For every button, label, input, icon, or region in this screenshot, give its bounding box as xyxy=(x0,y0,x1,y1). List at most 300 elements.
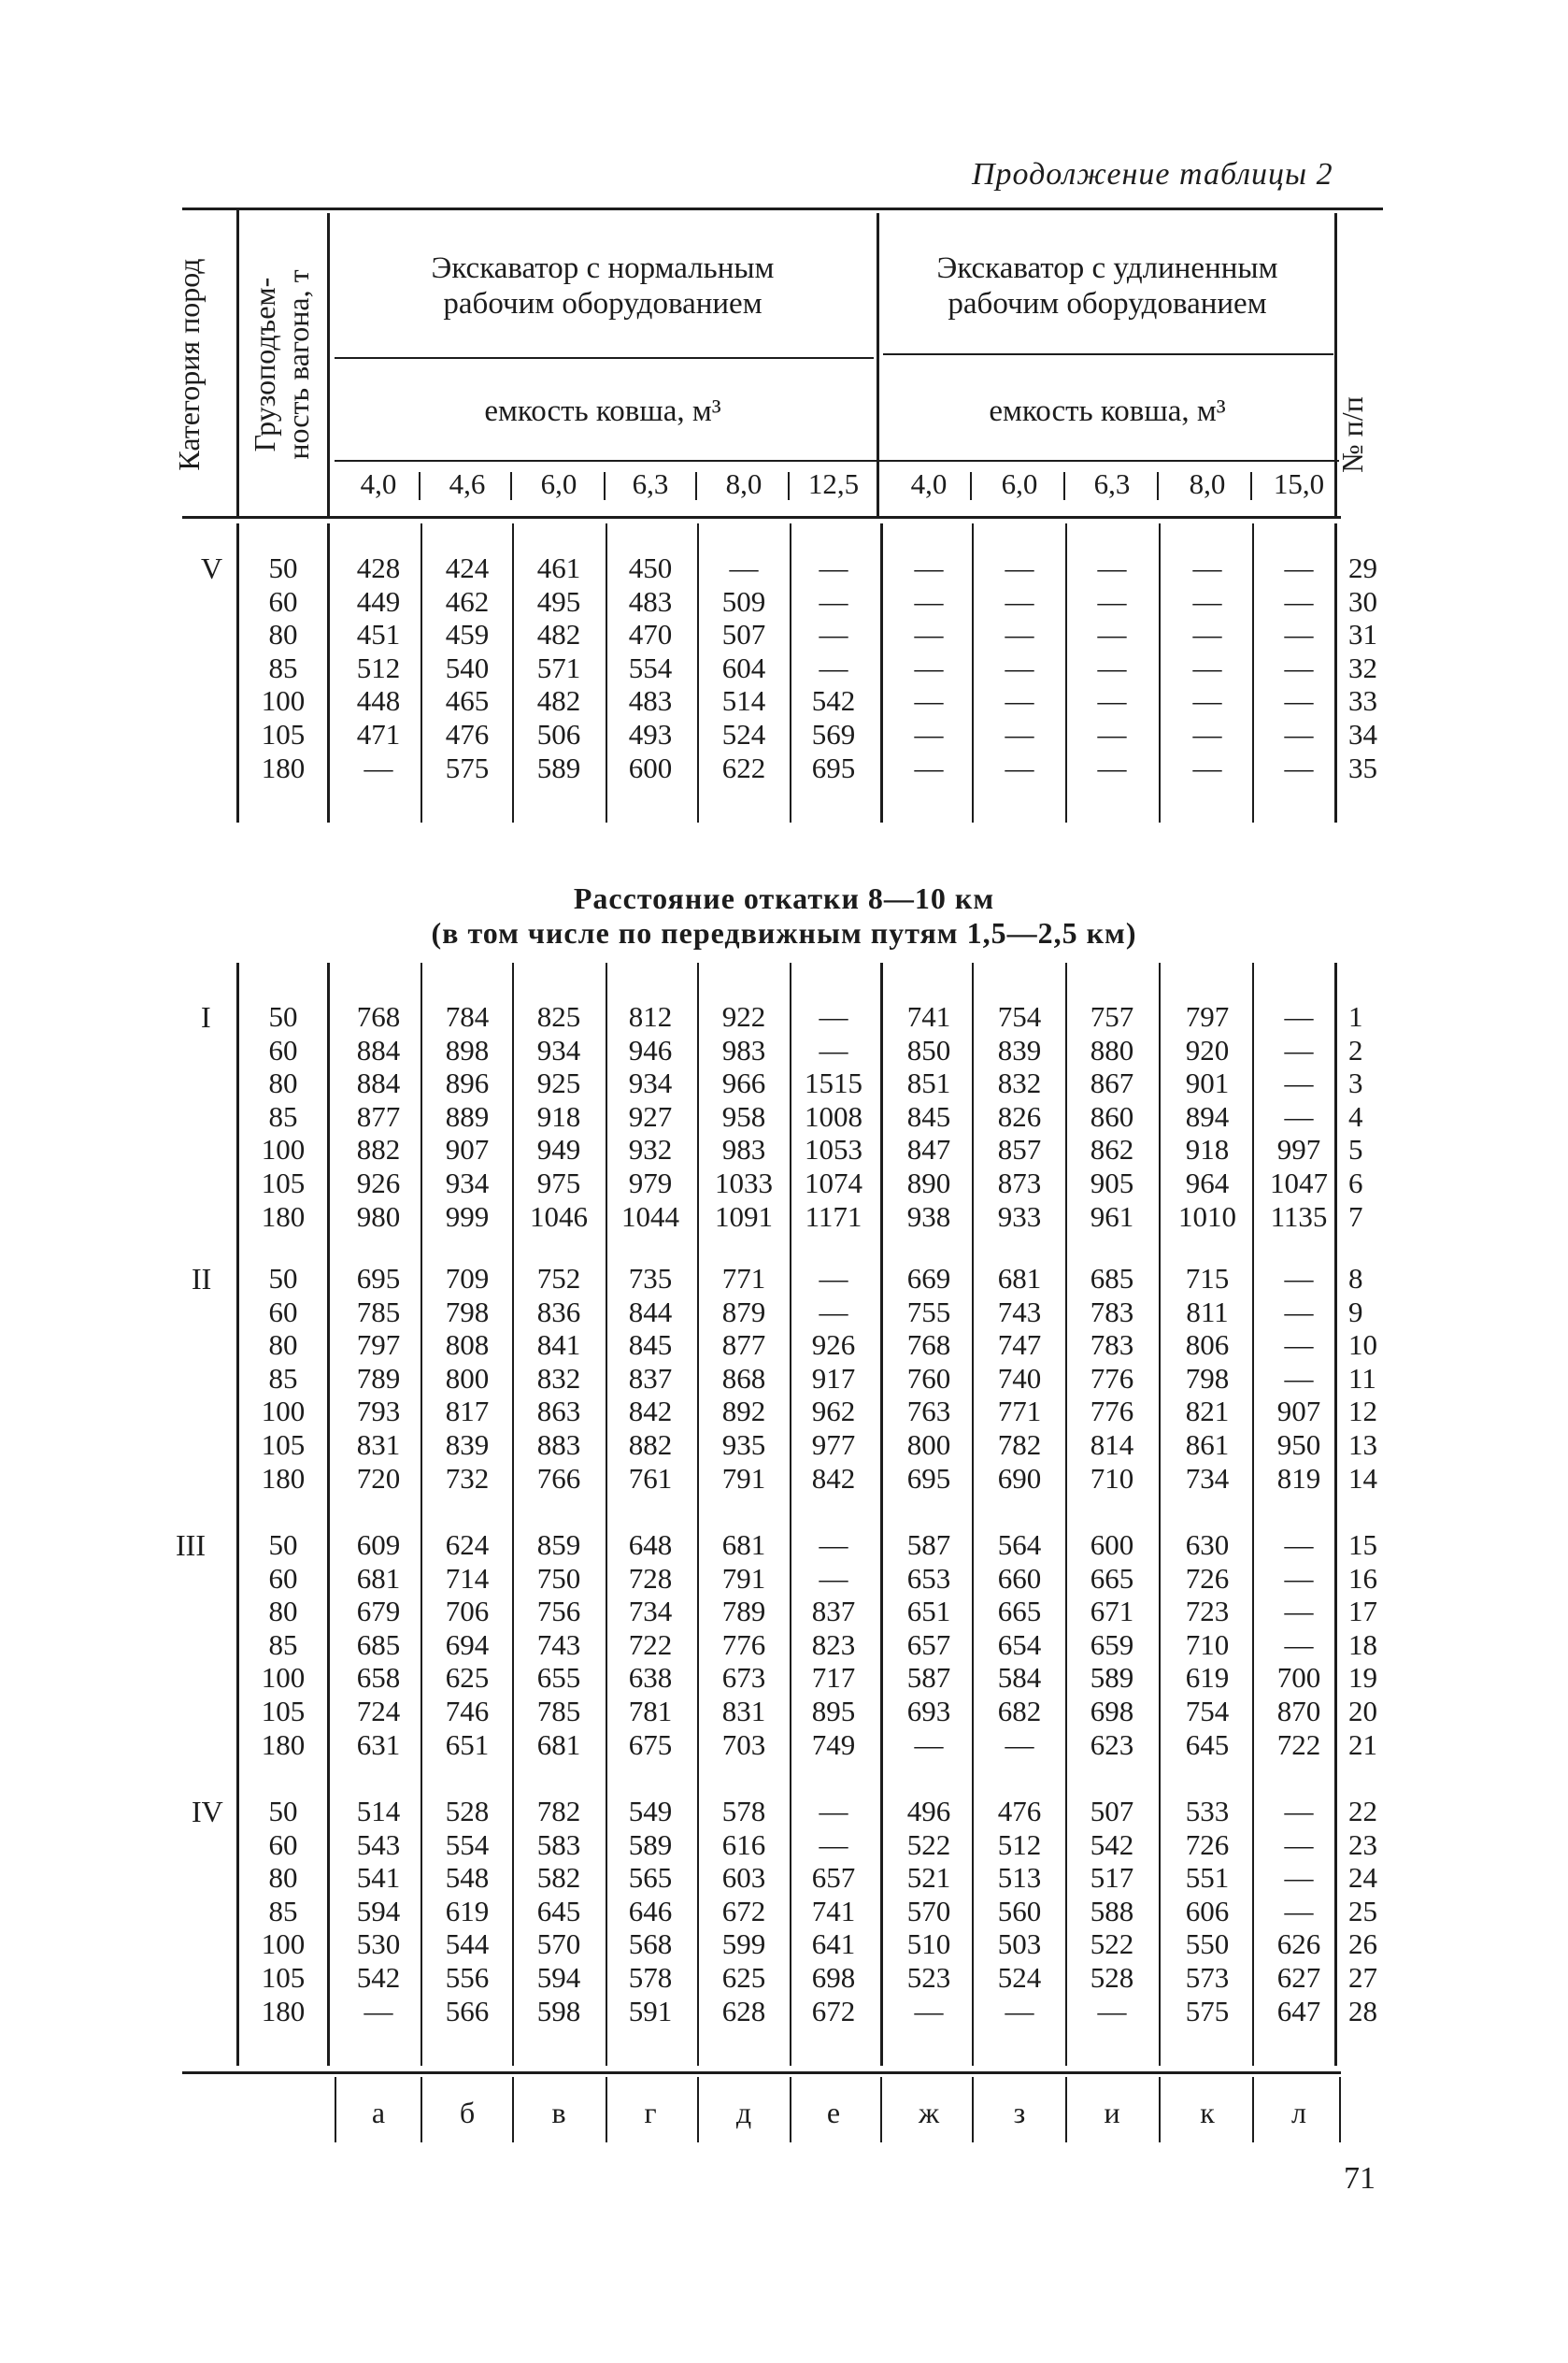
letter-separator xyxy=(1252,2077,1254,2142)
table-cell: — xyxy=(1097,718,1127,751)
row-number: 2 xyxy=(1348,1033,1363,1067)
table-cell: 681 xyxy=(721,1528,766,1561)
table-cell: 844 xyxy=(628,1295,673,1328)
table-cell: 625 xyxy=(721,1961,766,1994)
table-cell: 542 xyxy=(811,684,856,718)
column-letter: а xyxy=(371,2096,386,2129)
table-cell: 522 xyxy=(1090,1927,1134,1961)
row-number: 16 xyxy=(1348,1561,1377,1595)
table-cell: 654 xyxy=(997,1627,1042,1661)
table-cell: 507 xyxy=(721,618,766,652)
table-cell: 1047 xyxy=(1270,1167,1328,1199)
table-cell: 524 xyxy=(721,718,766,751)
table-cell: 569 xyxy=(811,718,856,751)
table-cell: 917 xyxy=(811,1361,856,1395)
table-cell: 517 xyxy=(1090,1861,1134,1895)
table-cell: 659 xyxy=(1090,1627,1134,1661)
table-cell: 594 xyxy=(356,1894,401,1927)
table-cell: — xyxy=(1284,1861,1314,1895)
normal-equipment-header xyxy=(336,251,869,322)
table-cell: 964 xyxy=(1185,1167,1230,1199)
bucket-label-extended: емкость ковша, м³ xyxy=(989,394,1226,428)
table-cell: — xyxy=(1005,651,1034,684)
table-cell: 672 xyxy=(811,1994,856,2027)
table-cell: 565 xyxy=(628,1861,673,1895)
table-cell: 826 xyxy=(997,1099,1042,1133)
table-cell: 462 xyxy=(445,584,490,618)
table-cell: 785 xyxy=(356,1295,401,1328)
table-cell: 750 xyxy=(536,1561,581,1595)
table-cell: 839 xyxy=(997,1033,1042,1067)
row-number: 26 xyxy=(1348,1927,1377,1961)
table-cell: 798 xyxy=(445,1295,490,1328)
table-cell: — xyxy=(363,751,393,784)
table-cell: 877 xyxy=(356,1099,401,1133)
table-cell: 867 xyxy=(1090,1067,1134,1100)
table-cell: 575 xyxy=(1185,1994,1230,2027)
row-number: 30 xyxy=(1348,584,1377,618)
category-label: V xyxy=(201,551,223,585)
bucket-capacity-label: 4,0 xyxy=(360,467,397,500)
extended-title-line1: Экскаватор с удлиненным xyxy=(936,251,1278,285)
table-cell: 660 xyxy=(997,1561,1042,1595)
capacity-separator xyxy=(1250,472,1252,500)
table-cell: 645 xyxy=(1185,1727,1230,1761)
table-cell: 884 xyxy=(356,1067,401,1100)
table-cell: 860 xyxy=(1090,1099,1134,1133)
table-cell: 700 xyxy=(1276,1661,1321,1695)
row-number: 32 xyxy=(1348,651,1377,684)
header-vline xyxy=(236,208,239,516)
normal-title-line2: рабочим оборудованием xyxy=(443,287,763,321)
table-cell: 609 xyxy=(356,1528,401,1561)
table-cell: 741 xyxy=(811,1894,856,1927)
table-cell: 625 xyxy=(445,1661,490,1695)
table-cell: — xyxy=(819,1033,848,1067)
table-cell: 528 xyxy=(1090,1961,1134,1994)
table-cell: 808 xyxy=(445,1328,490,1362)
bucket-capacity-label: 6,3 xyxy=(1093,467,1131,500)
table-cell: 594 xyxy=(536,1961,581,1994)
table-cell: 624 xyxy=(445,1528,490,1561)
table-cell: 560 xyxy=(997,1894,1042,1927)
table-cell: 568 xyxy=(628,1927,673,1961)
category-header: Категория пород xyxy=(172,258,206,471)
table-cell: 837 xyxy=(628,1361,673,1395)
table-cell: 831 xyxy=(356,1428,401,1461)
table-cell: 540 xyxy=(445,651,490,684)
table-cell: 603 xyxy=(721,1861,766,1895)
table-cell: 588 xyxy=(1090,1894,1134,1927)
table-cell: 587 xyxy=(906,1661,951,1695)
table-cell: 918 xyxy=(1185,1133,1230,1167)
table-cell: 648 xyxy=(628,1528,673,1561)
table-cell: — xyxy=(1284,1067,1314,1100)
row-number: 19 xyxy=(1348,1661,1377,1695)
wagon-capacity-column: 50 60 80 85 100 105 180 xyxy=(261,1795,306,2027)
table-cell: 983 xyxy=(721,1033,766,1067)
table-cell: — xyxy=(1192,751,1222,784)
table-cell: 755 xyxy=(906,1295,951,1328)
table-cell: 782 xyxy=(536,1795,581,1827)
table-cell: 768 xyxy=(906,1328,951,1362)
table-cell: 470 xyxy=(628,618,673,652)
table-cell: — xyxy=(363,1994,393,2027)
table-cell: 962 xyxy=(811,1395,856,1428)
row-number: 18 xyxy=(1348,1627,1377,1661)
table-cell: 495 xyxy=(536,584,581,618)
table-cell: 966 xyxy=(721,1067,766,1100)
table-cell: — xyxy=(819,1000,848,1033)
column-rule xyxy=(236,963,239,2066)
row-number: 24 xyxy=(1348,1861,1377,1895)
column-letter: л xyxy=(1291,2096,1306,2129)
table-cell: 655 xyxy=(536,1661,581,1695)
table-cell: 589 xyxy=(1090,1661,1134,1695)
table-cell: — xyxy=(914,1727,944,1761)
table-cell: 681 xyxy=(997,1262,1042,1295)
capacity-separator xyxy=(695,472,697,500)
table-cell: — xyxy=(819,584,848,618)
table-cell: 690 xyxy=(997,1461,1042,1495)
row-number: 21 xyxy=(1348,1727,1377,1761)
row-number: 25 xyxy=(1348,1894,1377,1927)
letter-separator xyxy=(512,2077,514,2142)
table-cell: 482 xyxy=(536,684,581,718)
table-cell: 543 xyxy=(356,1827,401,1861)
table-cell: 554 xyxy=(628,651,673,684)
table-cell: 882 xyxy=(628,1428,673,1461)
table-cell: — xyxy=(1005,718,1034,751)
table-cell: 791 xyxy=(721,1561,766,1595)
table-cell: 681 xyxy=(356,1561,401,1595)
table-cell: 756 xyxy=(536,1595,581,1628)
table-cell: 925 xyxy=(536,1067,581,1100)
capacity-separator xyxy=(1063,472,1065,500)
table-cell: 641 xyxy=(811,1927,856,1961)
table-cell: 724 xyxy=(356,1695,401,1727)
table-cell: — xyxy=(1097,651,1127,684)
table-cell: 493 xyxy=(628,718,673,751)
table-cell: 863 xyxy=(536,1395,581,1428)
table-cell: 754 xyxy=(997,1000,1042,1033)
table-cell: 817 xyxy=(445,1395,490,1428)
table-cell: 554 xyxy=(445,1827,490,1861)
table-cell: 513 xyxy=(997,1861,1042,1895)
row-number: 15 xyxy=(1348,1528,1377,1561)
table-cell: 619 xyxy=(445,1894,490,1927)
table-cell: — xyxy=(1284,651,1314,684)
table-cell: — xyxy=(1284,1033,1314,1067)
table-cell: — xyxy=(1005,684,1034,718)
category-label: I xyxy=(201,1000,211,1034)
table-cell: 695 xyxy=(906,1461,951,1495)
table-cell: 703 xyxy=(721,1727,766,1761)
table-cell: 800 xyxy=(445,1361,490,1395)
table-cell: 880 xyxy=(1090,1033,1134,1067)
table-cell: — xyxy=(819,618,848,652)
table-cell: 589 xyxy=(628,1827,673,1861)
table-cell: 776 xyxy=(1090,1395,1134,1428)
table-cell: 811 xyxy=(1186,1295,1229,1328)
bucket-capacity-label: 4,0 xyxy=(910,467,948,500)
table-cell: — xyxy=(1284,584,1314,618)
table-cell: 999 xyxy=(445,1199,490,1233)
capacity-separator xyxy=(604,472,606,500)
table-cell: 814 xyxy=(1090,1428,1134,1461)
table-cell: 933 xyxy=(997,1199,1042,1233)
table-cell: 1033 xyxy=(715,1167,773,1199)
table-cell: 584 xyxy=(997,1661,1042,1695)
row-number: 27 xyxy=(1348,1961,1377,1994)
letter-separator xyxy=(1159,2077,1161,2142)
row-number: 23 xyxy=(1348,1827,1377,1861)
row-number: 5 xyxy=(1348,1133,1363,1167)
table-cell: 782 xyxy=(997,1428,1042,1461)
row-number: 3 xyxy=(1348,1067,1363,1100)
column-letter: з xyxy=(1013,2096,1026,2129)
table-cell: — xyxy=(1097,551,1127,584)
table-cell: — xyxy=(1284,1099,1314,1133)
table-cell: 847 xyxy=(906,1133,951,1167)
table-cell: 896 xyxy=(445,1067,490,1100)
table-cell: 630 xyxy=(1185,1528,1230,1561)
table-cell: 905 xyxy=(1090,1167,1134,1199)
table-cell: 506 xyxy=(536,718,581,751)
table-cell: 980 xyxy=(356,1199,401,1233)
table-cell: 747 xyxy=(997,1328,1042,1362)
table-cell: 789 xyxy=(721,1595,766,1628)
table-cell: 665 xyxy=(1090,1561,1134,1595)
table-cell: 831 xyxy=(721,1695,766,1727)
capacity-header-line1: Грузоподъем- xyxy=(248,277,281,452)
letter-separator xyxy=(790,2077,791,2142)
row-number: 34 xyxy=(1348,718,1377,751)
table-cell: — xyxy=(819,1795,848,1827)
table-cell: 806 xyxy=(1185,1328,1230,1362)
table-cell: 626 xyxy=(1276,1927,1321,1961)
table-cell: 450 xyxy=(628,551,673,584)
normal-title-line1: Экскаватор с нормальным xyxy=(431,251,775,285)
table-cell: 575 xyxy=(445,751,490,784)
column-letter: ж xyxy=(918,2096,940,2129)
table-cell: 685 xyxy=(356,1627,401,1661)
table-cell: — xyxy=(1284,1795,1314,1827)
table-cell: 938 xyxy=(906,1199,951,1233)
table-cell: 958 xyxy=(721,1099,766,1133)
number-header: № п/п xyxy=(1335,396,1369,473)
table-cell: 533 xyxy=(1185,1795,1230,1827)
category-label: III xyxy=(176,1528,206,1562)
table-cell: 651 xyxy=(906,1595,951,1628)
row-number: 8 xyxy=(1348,1262,1363,1295)
table-cell: 892 xyxy=(721,1395,766,1428)
table-cell: 465 xyxy=(445,684,490,718)
table-cell: 606 xyxy=(1185,1894,1230,1927)
table-cell: — xyxy=(819,1295,848,1328)
table-cell: — xyxy=(1005,584,1034,618)
letter-separator xyxy=(697,2077,699,2142)
table-cell: 682 xyxy=(997,1695,1042,1727)
column-rule xyxy=(327,963,330,2066)
table-cell: — xyxy=(1192,551,1222,584)
table-cell: 771 xyxy=(721,1262,766,1295)
table-cell: 720 xyxy=(356,1461,401,1495)
table-cell: 448 xyxy=(356,684,401,718)
table-cell: — xyxy=(1284,1595,1314,1628)
table-cell: 600 xyxy=(1090,1528,1134,1561)
table-cell: 862 xyxy=(1090,1133,1134,1167)
table-cell: 675 xyxy=(628,1727,673,1761)
table-cell: 1044 xyxy=(621,1199,679,1233)
column-rule xyxy=(880,963,883,2066)
category-label: IV xyxy=(192,1795,223,1828)
table-cell: 695 xyxy=(356,1262,401,1295)
table-cell: 922 xyxy=(721,1000,766,1033)
table-cell: 839 xyxy=(445,1428,490,1461)
table-cell: 890 xyxy=(906,1167,951,1199)
bucket-capacity-label: 8,0 xyxy=(725,467,763,500)
table-cell: 877 xyxy=(721,1328,766,1362)
table-cell: 507 xyxy=(1090,1795,1134,1827)
table-cell: 657 xyxy=(811,1861,856,1895)
table-cell: — xyxy=(1097,618,1127,652)
table-cell: 544 xyxy=(445,1927,490,1961)
table-cell: 793 xyxy=(356,1395,401,1428)
table-cell: 514 xyxy=(721,684,766,718)
table-cell: 512 xyxy=(997,1827,1042,1861)
bucket-capacity-label: 4,6 xyxy=(449,467,486,500)
table-cell: — xyxy=(1284,1262,1314,1295)
table-cell: 870 xyxy=(1276,1695,1321,1727)
table-cell: 901 xyxy=(1185,1067,1230,1100)
bucket-capacity-label: 12,5 xyxy=(807,467,860,500)
table-cell: 1008 xyxy=(805,1099,862,1133)
row-number: 31 xyxy=(1348,618,1377,652)
table-cell: 598 xyxy=(536,1994,581,2027)
table-cell: 681 xyxy=(536,1727,581,1761)
row-number: 33 xyxy=(1348,684,1377,718)
table-cell: 783 xyxy=(1090,1295,1134,1328)
table-cell: 873 xyxy=(997,1167,1042,1199)
table-cell: — xyxy=(1284,684,1314,718)
table-cell: 812 xyxy=(628,1000,673,1033)
table-cell: 653 xyxy=(906,1561,951,1595)
table-cell: 950 xyxy=(1276,1428,1321,1461)
extended-equipment-header xyxy=(883,251,1332,322)
column-rule xyxy=(327,523,330,823)
table-cell: — xyxy=(1005,1727,1034,1761)
table-cell: 749 xyxy=(811,1727,856,1761)
table-cell: — xyxy=(1192,684,1222,718)
table-cell: 825 xyxy=(536,1000,581,1033)
table-cell: — xyxy=(1192,584,1222,618)
table-cell: 850 xyxy=(906,1033,951,1067)
table-cell: 983 xyxy=(721,1133,766,1167)
row-number: 22 xyxy=(1348,1795,1377,1827)
page-number: 71 xyxy=(1344,2161,1376,2196)
table-cell: 623 xyxy=(1090,1727,1134,1761)
table-cell: — xyxy=(1284,551,1314,584)
letter-separator xyxy=(1065,2077,1067,2142)
table-cell: — xyxy=(1284,1328,1314,1362)
table-cell: — xyxy=(1284,751,1314,784)
table-cell: 521 xyxy=(906,1861,951,1895)
wagon-capacity-column: 50 60 80 85 100 105 180 xyxy=(261,1528,306,1761)
table-cell: 882 xyxy=(356,1133,401,1167)
table-cell: 907 xyxy=(1276,1395,1321,1428)
table-cell: 884 xyxy=(356,1033,401,1067)
row-number: 4 xyxy=(1348,1099,1363,1133)
table-cell: — xyxy=(914,618,944,652)
table-cell: 503 xyxy=(997,1927,1042,1961)
table-cell: 591 xyxy=(628,1994,673,2027)
table-cell: 907 xyxy=(445,1133,490,1167)
table-cell: 728 xyxy=(628,1561,673,1595)
capacity-header xyxy=(248,224,322,505)
table-cell: — xyxy=(1005,1994,1034,2027)
table-cell: 851 xyxy=(906,1067,951,1100)
table-cell: 823 xyxy=(811,1627,856,1661)
table-cell: 763 xyxy=(906,1395,951,1428)
table-cell: 776 xyxy=(1090,1361,1134,1395)
bucket-capacity-label: 6,0 xyxy=(540,467,577,500)
table-cell: — xyxy=(914,718,944,751)
row-number: 29 xyxy=(1348,551,1377,584)
table-cell: 541 xyxy=(356,1861,401,1895)
table-cell: 722 xyxy=(1276,1727,1321,1761)
table-cell: 752 xyxy=(536,1262,581,1295)
table-cell: 979 xyxy=(628,1167,673,1199)
table-cell: 476 xyxy=(997,1795,1042,1827)
table-cell: — xyxy=(1284,1361,1314,1395)
wagon-capacity-column: 50 60 80 85 100 105 180 xyxy=(261,1262,306,1495)
table-cell: 722 xyxy=(628,1627,673,1661)
table-cell: — xyxy=(1284,1000,1314,1033)
continuation-caption: Продолжение таблицы 2 xyxy=(972,157,1333,192)
table-cell: 836 xyxy=(536,1295,581,1328)
table-cell: 797 xyxy=(356,1328,401,1362)
extended-group-rule xyxy=(883,353,1333,355)
table-cell: 622 xyxy=(721,751,766,784)
bucket-label-rule xyxy=(335,460,1339,462)
table-cell: 698 xyxy=(1090,1695,1134,1727)
header-top-rule xyxy=(182,208,1383,210)
table-cell: 879 xyxy=(721,1295,766,1328)
row-number: 10 xyxy=(1348,1328,1377,1362)
table-cell: 1135 xyxy=(1270,1199,1328,1233)
table-cell: 934 xyxy=(536,1033,581,1067)
row-number: 12 xyxy=(1348,1395,1377,1428)
table-cell: 709 xyxy=(445,1262,490,1295)
letter-separator xyxy=(335,2077,336,2142)
table-cell: 542 xyxy=(1090,1827,1134,1861)
table-cell: — xyxy=(914,751,944,784)
table-cell: 837 xyxy=(811,1595,856,1628)
column-letter: к xyxy=(1200,2096,1215,2129)
table-cell: 977 xyxy=(811,1428,856,1461)
table-cell: 706 xyxy=(445,1595,490,1628)
capacity-separator xyxy=(510,472,512,500)
table-cell: 647 xyxy=(1276,1994,1321,2027)
column-rule xyxy=(880,523,883,823)
table-cell: — xyxy=(1097,1994,1127,2027)
table-cell: 743 xyxy=(536,1627,581,1661)
column-letter: и xyxy=(1104,2096,1120,2129)
column-rule xyxy=(1159,963,1161,2066)
capacity-header-line2: ность вагона, т xyxy=(281,269,315,460)
table-cell: 934 xyxy=(628,1067,673,1100)
